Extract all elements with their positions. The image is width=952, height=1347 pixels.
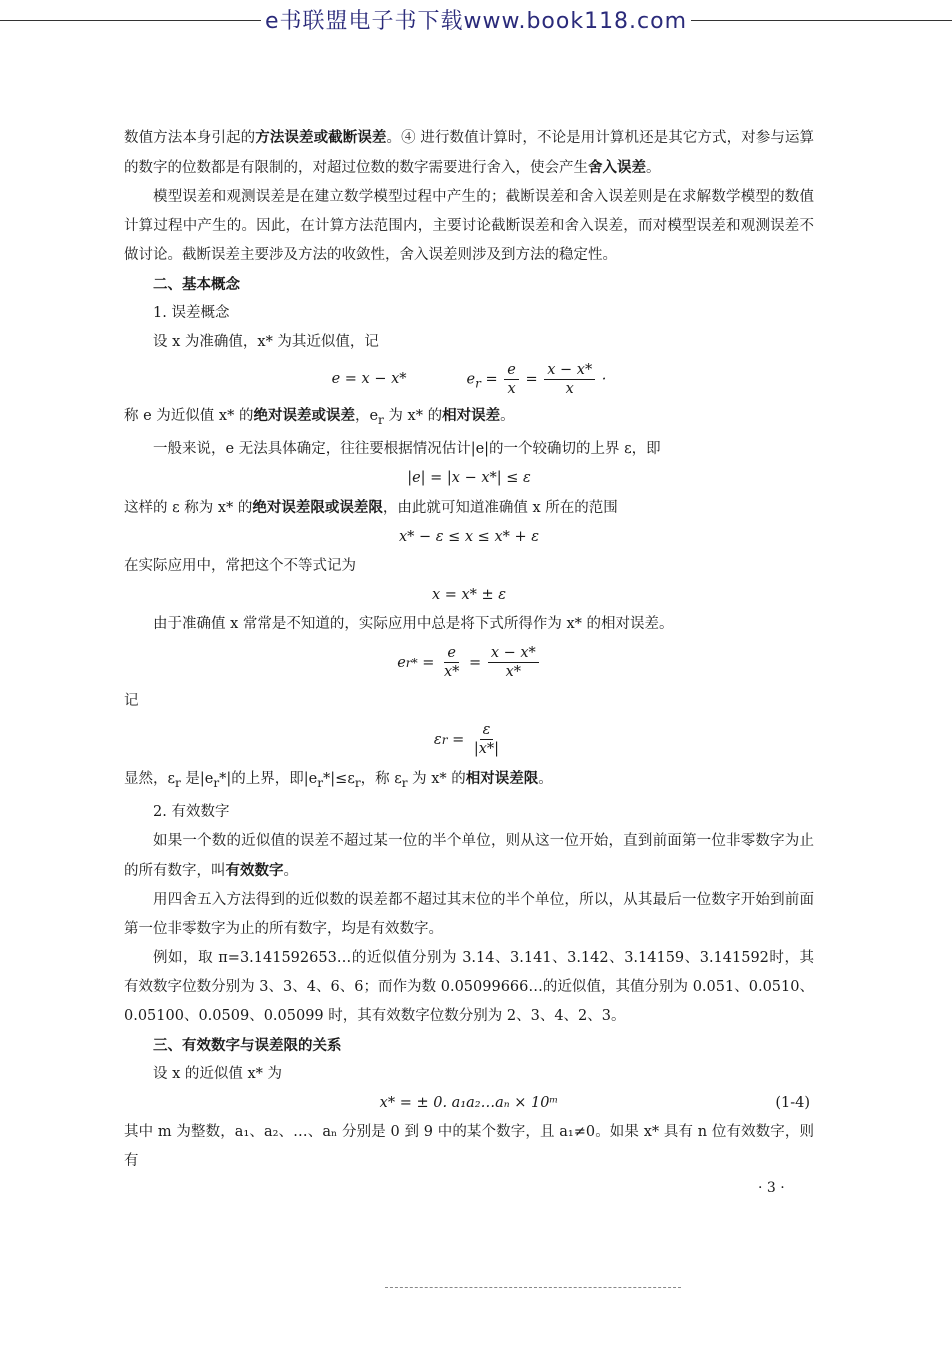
eq-sign: =	[417, 654, 439, 671]
text: *|≤ε	[323, 770, 355, 787]
fraction	[504, 361, 519, 398]
text: *|的上界，即|e	[219, 770, 318, 787]
paragraph-2: 模型误差和观测误差是在建立数学模型过程中产生的；截断误差和舍入误差则是在求解数学模型的数值计算过程中产生的。因此，在计算方法范围内，主要讨论截断误差和舍入误差，而对模型误差和观测误差不做讨论。截断误差主要涉及方法的收敛性，舍入误差则涉及到方法的稳定性。	[124, 189, 814, 263]
subscript: r	[317, 775, 324, 790]
paragraph-1	[124, 123, 814, 183]
text: 。④ 进行数值计算时，不论是用计算机还是其它方式，对参与运算的数字的位数都是有限制的，对超过位数的数字需要进行舍入，使会产生	[124, 130, 815, 176]
text: 。	[500, 408, 515, 424]
equation-error-definition	[124, 357, 814, 401]
term-truncation-error: 方法误差或截断误差	[255, 129, 387, 146]
watermark-text: e书联盟电子书下载www.book118.com	[261, 9, 691, 34]
paragraph-9: 记	[124, 692, 139, 709]
numerator: e	[444, 644, 459, 663]
numerator: ε	[480, 721, 494, 740]
paragraph-13: 例如，取 π=3.141592653…的近似值分别为 3.14、3.141、3.142、3.14159、3.141592时，其有效数字位数分别为 3、3、4、6、6；而作为数 0.05099666…的近似值，其值分别为 0.051、0.0510、0.05100、0.0509、0.05099 时，其有效数字位数分别为 2、3、4、2、3。	[124, 949, 814, 1024]
eq-abs-error: e = x − x*	[331, 371, 407, 387]
paragraph-7: 在实际应用中，常把这个不等式记为	[124, 557, 356, 574]
subsection-heading-significant-digits: 2. 有效数字	[153, 803, 230, 820]
page-number: · 3 ·	[758, 1180, 785, 1196]
page-content	[124, 123, 814, 1176]
text: 数值方法本身引起的	[124, 130, 256, 146]
eq-tail: ·	[597, 371, 607, 387]
paragraph-12: 用四舍五入方法得到的近似数的误差都不超过其末位的半个单位，所以，从其最后一位数字开始到前面第一位非零数字为止的所有数字，均是有效数字。	[124, 891, 814, 937]
fraction	[488, 644, 539, 681]
fraction	[544, 361, 595, 398]
equation-range: x* − ε ≤ x ≤ x* + ε	[398, 528, 540, 545]
paragraph-11	[124, 827, 814, 886]
paragraph-5: 一般来说，e 无法具体确定，往往要根据情况估计|e|的一个较确切的上界 ε，即	[153, 440, 661, 457]
text: 。	[538, 770, 553, 787]
text: 这样的 ε 称为 x* 的	[124, 499, 253, 516]
paragraph-14: 设 x 的近似值 x* 为	[153, 1065, 283, 1082]
fraction	[471, 721, 502, 758]
eq-sign: =	[480, 371, 503, 387]
denominator: x*	[444, 664, 460, 681]
paragraph-3: 设 x 为准确值，x* 为其近似值，记	[153, 334, 379, 350]
equation-relative-error-bound	[124, 716, 814, 764]
text: 是|e	[180, 770, 214, 787]
eq-subscript: r	[475, 375, 481, 390]
equation-error-bound: |e| = |x − x*| ≤ ε	[407, 469, 531, 486]
denominator: |x*|	[473, 741, 500, 758]
text: ，称 ε	[360, 770, 402, 787]
eq-sign: =	[520, 371, 543, 387]
term-absolute-error: 绝对误差或误差	[253, 407, 355, 424]
paragraph-6	[124, 493, 814, 523]
denominator: x	[507, 380, 516, 397]
eq-symbol: ε	[433, 731, 442, 748]
denominator: x*	[505, 664, 522, 681]
eq-symbol: e	[466, 371, 476, 387]
paragraph-15: 其中 m 为整数，a₁、a₂、…、aₙ 分别是 0 到 9 中的某个数字，且 a₁≠0。如果 x* 具有 n 位有效数字，则有	[124, 1123, 814, 1169]
text: 如果一个数的近似值的误差不超过某一位的半个单位，则从这一位开始，直到前面第一位非零数字为止的所有数字，叫	[124, 832, 814, 879]
section-heading-significant-digits-relation: 三、有效数字与误差限的关系	[153, 1036, 342, 1054]
text: 显然，ε	[124, 770, 176, 787]
term-relative-error-bound: 相对误差限	[465, 769, 539, 787]
eq-superscript: *	[411, 655, 418, 670]
text: 。	[646, 160, 661, 176]
numerator: x − x*	[488, 644, 539, 663]
denominator: x	[565, 380, 574, 397]
term-relative-error: 相对误差	[442, 407, 501, 424]
equation-text: x* = ± 0. a₁a₂…aₙ × 10ᵐ	[379, 1094, 559, 1111]
eq-symbol: e	[397, 654, 406, 671]
paragraph-4	[124, 401, 814, 435]
numerator: x − x*	[544, 361, 595, 380]
term-error-bound: 绝对误差限或误差限	[252, 498, 383, 516]
eq-sign: =	[447, 731, 469, 748]
text: ，由此就可知道准确值 x 所在的范围	[382, 499, 618, 516]
text: 称 e 为近似值 x* 的	[124, 408, 254, 424]
eq-subscript: r	[441, 732, 448, 747]
subscript: r	[378, 412, 384, 427]
eq-rel-error	[467, 361, 607, 398]
subscript: r	[401, 775, 408, 790]
term-significant-digits: 有效数字	[225, 861, 284, 879]
footer-rule	[385, 1287, 681, 1289]
equation-relative-error-approx	[124, 639, 814, 687]
subscript: r	[213, 775, 220, 790]
equation-number: (1-4)	[775, 1094, 810, 1111]
eq-sign: =	[464, 654, 486, 671]
term-rounding-error: 舍入误差	[588, 159, 646, 176]
paragraph-10	[124, 764, 814, 798]
eq-subscript: r	[405, 655, 412, 670]
subsection-heading-error-concept: 1. 误差概念	[153, 305, 230, 321]
watermark	[0, 4, 952, 35]
equation-1-4	[124, 1089, 814, 1118]
subscript: r	[354, 775, 361, 790]
numerator: e	[504, 361, 519, 380]
section-heading-basic-concepts: 二、基本概念	[153, 276, 240, 293]
paragraph-8: 由于准确值 x 常常是不知道的，实际应用中总是将下式所得作为 x* 的相对误差。	[153, 615, 674, 632]
fraction	[441, 644, 462, 681]
text: 。	[283, 862, 298, 879]
text: 为 x* 的	[407, 770, 466, 787]
subscript: r	[175, 775, 181, 790]
equation-plus-minus: x = x* ± ε	[431, 586, 507, 603]
text: ，e	[354, 408, 379, 424]
text: 为 x* 的	[383, 408, 443, 424]
